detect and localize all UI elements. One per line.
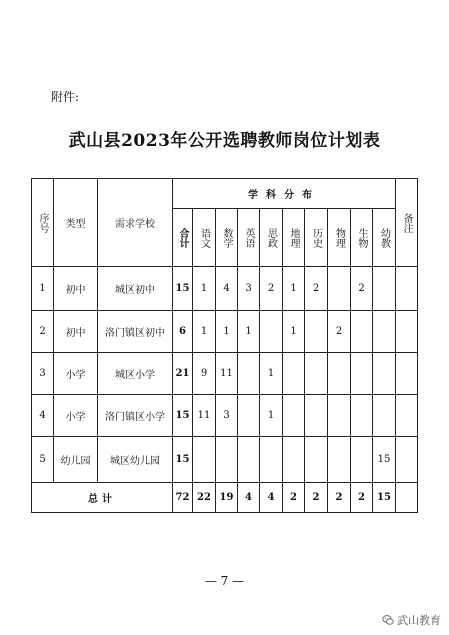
school-cell: 城区初中 [98,267,173,311]
plan-table [31,178,418,513]
header-row [32,179,418,209]
subject-header-text: 语文 [198,227,210,248]
school-cell: 洛门镇区小学 [98,395,173,437]
note-cell [396,353,418,395]
total-value-cell: 2 [328,483,351,513]
type-cell: 幼儿园 [54,437,98,483]
total-value-cell: 22 [193,483,216,513]
note-cell [396,395,418,437]
value-cell: 21 [173,353,193,395]
value-cell [373,311,396,353]
page-title: 武山县2023年公开选聘教师岗位计划表 [68,131,381,151]
subject-header [173,209,193,267]
seq-header-text: 序号 [37,212,48,233]
watermark [382,612,441,628]
value-cell: 11 [216,353,238,395]
total-value-cell: 19 [216,483,238,513]
note-cell [396,437,418,483]
subject-header [373,209,396,267]
subject-header [328,209,351,267]
value-cell [328,395,351,437]
value-cell: 15 [173,267,193,311]
subject-header [193,209,216,267]
attachment-label: 附件: [51,90,80,104]
type-cell: 初中 [54,267,98,311]
distribution-header: 学科分布 [173,179,396,209]
value-cell [238,395,260,437]
total-note-cell [396,483,418,513]
table-row [32,311,418,353]
value-cell [305,395,328,437]
value-cell [305,311,328,353]
value-cell: 1 [283,267,305,311]
subject-header-text: 幼教 [378,227,390,248]
seq-header [32,179,54,267]
value-cell [260,311,283,353]
seq-cell: 1 [32,267,54,311]
value-cell [305,353,328,395]
subject-header [283,209,305,267]
subject-header [305,209,328,267]
table-row [32,267,418,311]
subject-header-text: 物理 [333,227,345,248]
value-cell [373,353,396,395]
value-cell [351,395,373,437]
value-cell: 2 [328,311,351,353]
value-cell: 1 [193,311,216,353]
value-cell: 6 [173,311,193,353]
seq-cell: 5 [32,437,54,483]
wechat-icon [382,614,394,626]
value-cell: 1 [260,353,283,395]
value-cell [351,353,373,395]
value-cell [283,353,305,395]
school-cell: 城区小学 [98,353,173,395]
note-header-text: 备注 [401,212,413,233]
total-value-cell: 2 [305,483,328,513]
value-cell: 15 [373,437,396,483]
value-cell [373,267,396,311]
value-cell: 3 [216,395,238,437]
subject-header-text: 数学 [221,227,232,248]
subject-header-text: 合计 [177,227,188,248]
value-cell: 2 [260,267,283,311]
note-cell [396,311,418,353]
value-cell [305,437,328,483]
value-cell: 3 [238,267,260,311]
total-value-cell: 15 [373,483,396,513]
value-cell [238,353,260,395]
value-cell [351,311,373,353]
total-label: 总计 [32,483,173,513]
value-cell: 1 [216,311,238,353]
table-row [32,353,418,395]
subject-header-text: 生物 [356,227,367,248]
value-cell: 15 [173,437,193,483]
value-cell: 1 [238,311,260,353]
value-cell [373,395,396,437]
table-row [32,395,418,437]
subject-header [216,209,238,267]
page-number: — 7 — [204,574,245,588]
value-cell: 2 [351,267,373,311]
value-cell [283,437,305,483]
value-cell [193,437,216,483]
note-cell [396,267,418,311]
total-row [32,483,418,513]
seq-cell: 4 [32,395,54,437]
school-cell: 洛门镇区初中 [98,311,173,353]
subject-header-text: 地理 [288,227,299,248]
value-cell [328,353,351,395]
total-value-cell: 4 [260,483,283,513]
value-cell [328,267,351,311]
value-cell: 2 [305,267,328,311]
value-cell [216,437,238,483]
total-value-cell: 2 [351,483,373,513]
note-header [396,179,418,267]
type-header: 类型 [54,179,98,267]
seq-cell: 3 [32,353,54,395]
total-value-cell: 72 [173,483,193,513]
subject-header-text: 英语 [243,227,254,248]
school-header: 需求学校 [98,179,173,267]
subject-header [260,209,283,267]
value-cell: 1 [283,311,305,353]
type-cell: 初中 [54,311,98,353]
value-cell: 11 [193,395,216,437]
subject-header-text: 历史 [310,227,322,248]
value-cell: 15 [173,395,193,437]
type-cell: 小学 [54,395,98,437]
subject-header [351,209,373,267]
table-row [32,437,418,483]
type-cell: 小学 [54,353,98,395]
total-value-cell: 2 [283,483,305,513]
subject-header-text: 思政 [265,227,277,248]
value-cell: 4 [216,267,238,311]
value-cell: 1 [260,395,283,437]
value-cell: 9 [193,353,216,395]
seq-cell: 2 [32,311,54,353]
total-value-cell: 4 [238,483,260,513]
value-cell [238,437,260,483]
subject-header [238,209,260,267]
watermark-text: 武山教育 [397,614,441,627]
value-cell [351,437,373,483]
value-cell: 1 [193,267,216,311]
value-cell [328,437,351,483]
value-cell [283,395,305,437]
school-cell: 城区幼儿园 [98,437,173,483]
value-cell [260,437,283,483]
